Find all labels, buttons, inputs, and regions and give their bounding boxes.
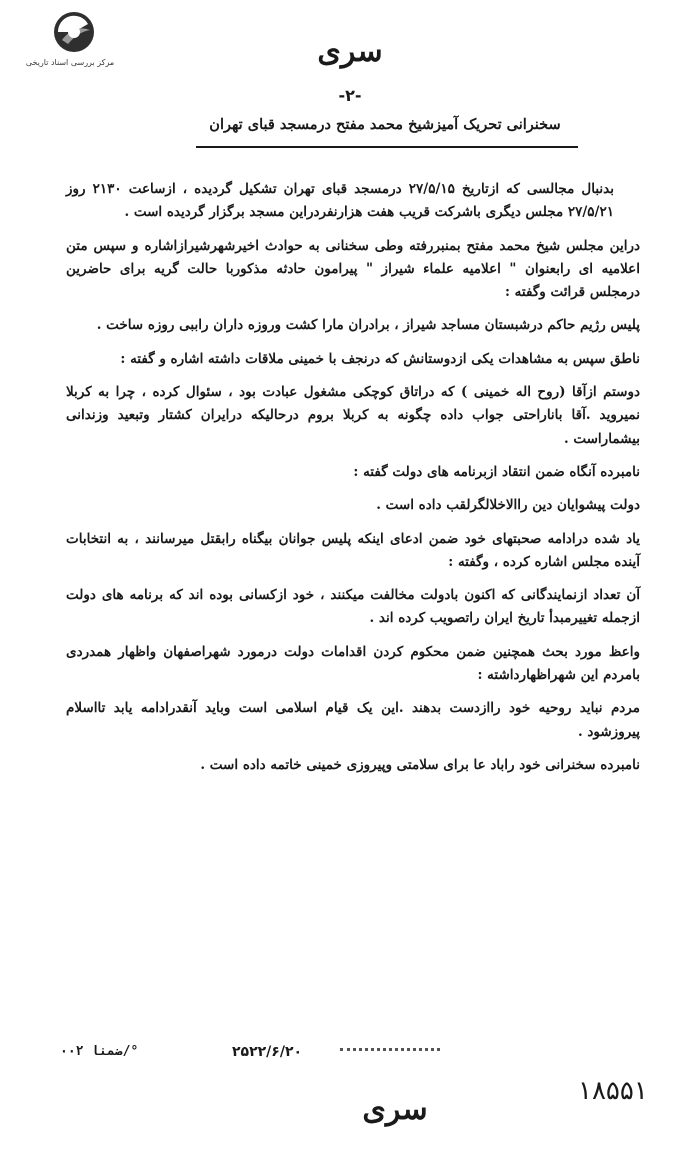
classification-stamp-bottom: سری <box>362 1092 428 1127</box>
archive-emblem-icon <box>44 10 98 56</box>
paragraph-8: یاد شده درادامه صحبتهای خود ضمن ادعای اینکه پلیس جوانان بیگناه رابقتل میرسانند ، به انتخابات آینده مجلس اشاره کرده ، وگفته : <box>66 530 640 570</box>
paragraph-2: دراین مجلس شیخ محمد مفتح بمنبررفته وطی سخنانی به حوادث اخیرشهرشیرازاشاره و سپس متن اعلامیه ای رابعنوان " اعلامیه علماء شیراز " پیرامون حادثه مذکوربا حالت گریه برای حاضرین درمجلس قرائت وگفته : <box>66 237 640 301</box>
paragraph-6: نامبرده آنگاه ضمن انتقاد ازبرنامه های دولت گفته : <box>353 463 640 480</box>
reference-note: ضمنا ۰۰۲/° <box>60 1044 139 1059</box>
document-title: سخنرانی تحریک آمیزشیخ محمد مفتح درمسجد قبای تهران <box>209 116 561 133</box>
paragraph-12: نامبرده سخنرانی خود راباد عا برای سلامتی وپیروزی خمینی خاتمه داده است . <box>200 756 640 773</box>
paragraph-11: مردم نباید روحیه خود راازدست بدهند .این یک قیام اسلامی است وباید آنقدرادامه یابد تااسلام پیروزشود . <box>66 700 640 740</box>
archive-name: مرکز بررسی اسناد تاریخی <box>25 58 115 67</box>
report-body <box>66 178 640 787</box>
classification-stamp-top: سری <box>317 34 383 69</box>
paragraph-4: ناطق سپس به مشاهدات یکی ازدوستانش که درنجف با خمینی ملاقات داشته اشاره و گفته : <box>120 350 640 367</box>
paragraph-9: آن تعداد ازنمایندگانی که اکنون بادولت مخالفت میکنند ، خود ازکسانی بوده اند که برنامه های دولت ازجمله تغییرمبدأ تاریخ ایران راتصویب کرده اند . <box>66 587 640 627</box>
reference-code: ۲۵۲۲/۶/۲۰ <box>232 1044 303 1060</box>
paragraph-1: بدنبال مجالسی که ازتاریخ ۲۷/۵/۱۵ درمسجد قبای تهران تشکیل گردیده ، ازساعت ۲۱۳۰ روز ۲۷/۵/۲۱ مجلس دیگری باشرکت قریب هفت هزارنفردراین مسجد برگزار گردیده است . <box>66 181 614 221</box>
title-underline <box>196 146 578 148</box>
dotted-rule <box>340 1048 440 1053</box>
paragraph-10: واعظ مورد بحث همچنین ضمن محکوم کردن اقدامات دولت درمورد شهراصفهان واظهار همدردی بامردم این شهراظهارداشته : <box>66 643 640 684</box>
paragraph-5: دوستم ازآقا (روح اله خمینی ) که دراتاق کوچکی مشغول عبادت بود ، سئوال کرده ، چرا به کربلا نمیروید .آقا باناراحتی جواب داده چگونه به کربلا بروم درحالیکه درایران کشتار وتبعید وزندانی بیشماراست . <box>66 384 640 447</box>
page-number: -۲- <box>338 86 362 105</box>
archive-logo <box>10 10 130 70</box>
paragraph-7: دولت پیشوایان دین راالاخلالگرلقب داده است . <box>376 497 640 514</box>
paragraph-3: پلیس رژیم حاکم درشبستان مساجد شیراز ، برادران مارا کشت وروزه داران راببی روزه ساخت . <box>96 317 640 334</box>
document-number: ۱۸۵۵۱ <box>578 1076 648 1106</box>
